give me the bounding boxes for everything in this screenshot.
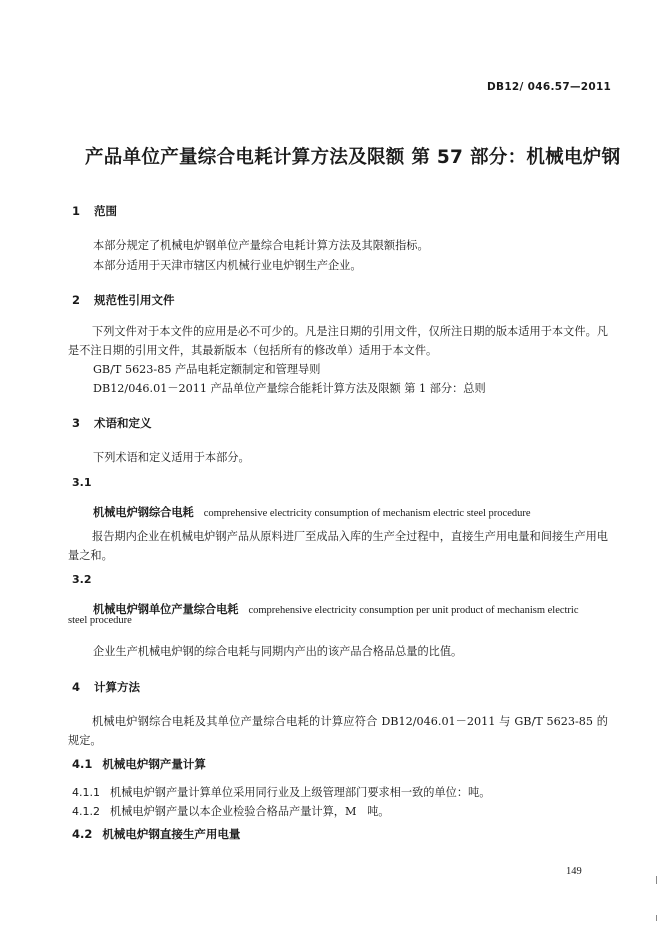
section-number: 3	[72, 416, 81, 430]
section-number: 4	[72, 680, 81, 694]
term-3-2-definition: 企业生产机械电炉钢的综合电耗与同期内产出的该产品合格品总量的比值。	[93, 645, 463, 658]
section-title: 计算方法	[94, 680, 140, 694]
section-4-heading	[72, 679, 140, 695]
section-4-paragraph-1: 机械电炉钢综合电耗及其单位产量综合电耗的计算应符合 DB12/046.01－2011 与 GB/T 5623-85 的规定。	[68, 715, 608, 747]
section-1-heading	[72, 203, 117, 219]
section-3-paragraph-1: 下列术语和定义适用于本部分。	[93, 451, 250, 464]
section-number: 1	[72, 204, 81, 218]
document-number: DB12/ 046.57—2011	[487, 81, 612, 93]
section-number: 2	[72, 293, 81, 307]
subsection-title: 机械电炉钢产量计算	[102, 757, 206, 771]
term-3-1-number: 3.1	[72, 476, 92, 489]
section-1-paragraph-1: 本部分规定了机械电炉钢单位产量综合电耗计算方法及其限额指标。	[93, 239, 429, 252]
section-title: 规范性引用文件	[94, 293, 175, 307]
subsection-title: 机械电炉钢直接生产用电量	[102, 827, 241, 841]
section-2-heading	[72, 292, 175, 308]
subsection-4-1-heading	[72, 756, 206, 772]
term-3-2-english-continued: steel procedure	[68, 615, 132, 626]
normative-reference-1: GB/T 5623-85 产品电耗定额制定和管理导则	[93, 363, 321, 376]
subsection-number: 4.1	[72, 757, 93, 771]
scan-edge-mark	[656, 915, 657, 921]
section-1-paragraph-2: 本部分适用于天津市辖区内机械行业电炉钢生产企业。	[93, 259, 362, 272]
clause-4-1-1	[72, 781, 490, 800]
page-number: 149	[566, 866, 582, 877]
term-3-2-english: comprehensive electricity consumption per unit product of mechanism electric	[248, 605, 579, 616]
term-3-1	[93, 501, 531, 520]
section-title: 范围	[94, 204, 117, 218]
clause-text: 机械电炉钢产量计算单位采用同行业及上级管理部门要求相一致的单位：吨。	[110, 786, 491, 799]
clause-4-1-2	[72, 800, 389, 819]
section-2-paragraph-1: 下列文件对于本文件的应用是必不可少的。凡是注日期的引用文件，仅所注日期的版本适用于本文件。凡是不注日期的引用文件，其最新版本（包括所有的修改单）适用于本文件。	[68, 325, 608, 357]
page-title: 产品单位产量综合电耗计算方法及限额 第 57 部分：机械电炉钢	[85, 147, 621, 168]
normative-reference-2: DB12/046.01－2011 产品单位产量综合能耗计算方法及限额 第 1 部分：总则	[93, 382, 486, 395]
section-title: 术语和定义	[94, 416, 152, 430]
subsection-4-2-heading	[72, 826, 240, 842]
term-3-2-number: 3.2	[72, 573, 92, 586]
term-3-1-definition: 报告期内企业在机械电炉钢产品从原料进厂至成品入库的生产全过程中，直接生产用电量和间接生产用电量之和。	[68, 530, 608, 562]
clause-number: 4.1.2	[72, 805, 100, 818]
scan-edge-mark	[656, 876, 657, 884]
section-3-heading	[72, 415, 152, 431]
clause-number: 4.1.1	[72, 786, 100, 799]
term-3-1-english: comprehensive electricity consumption of mechanism electric steel procedure	[203, 508, 531, 519]
term-3-1-chinese: 机械电炉钢综合电耗	[93, 506, 194, 519]
term-3-2-chinese: 机械电炉钢单位产量综合电耗	[93, 603, 239, 616]
term-3-2	[93, 598, 579, 617]
subsection-number: 4.2	[72, 827, 93, 841]
clause-text: 机械电炉钢产量以本企业检验合格品产量计算，M 吨。	[110, 805, 390, 818]
